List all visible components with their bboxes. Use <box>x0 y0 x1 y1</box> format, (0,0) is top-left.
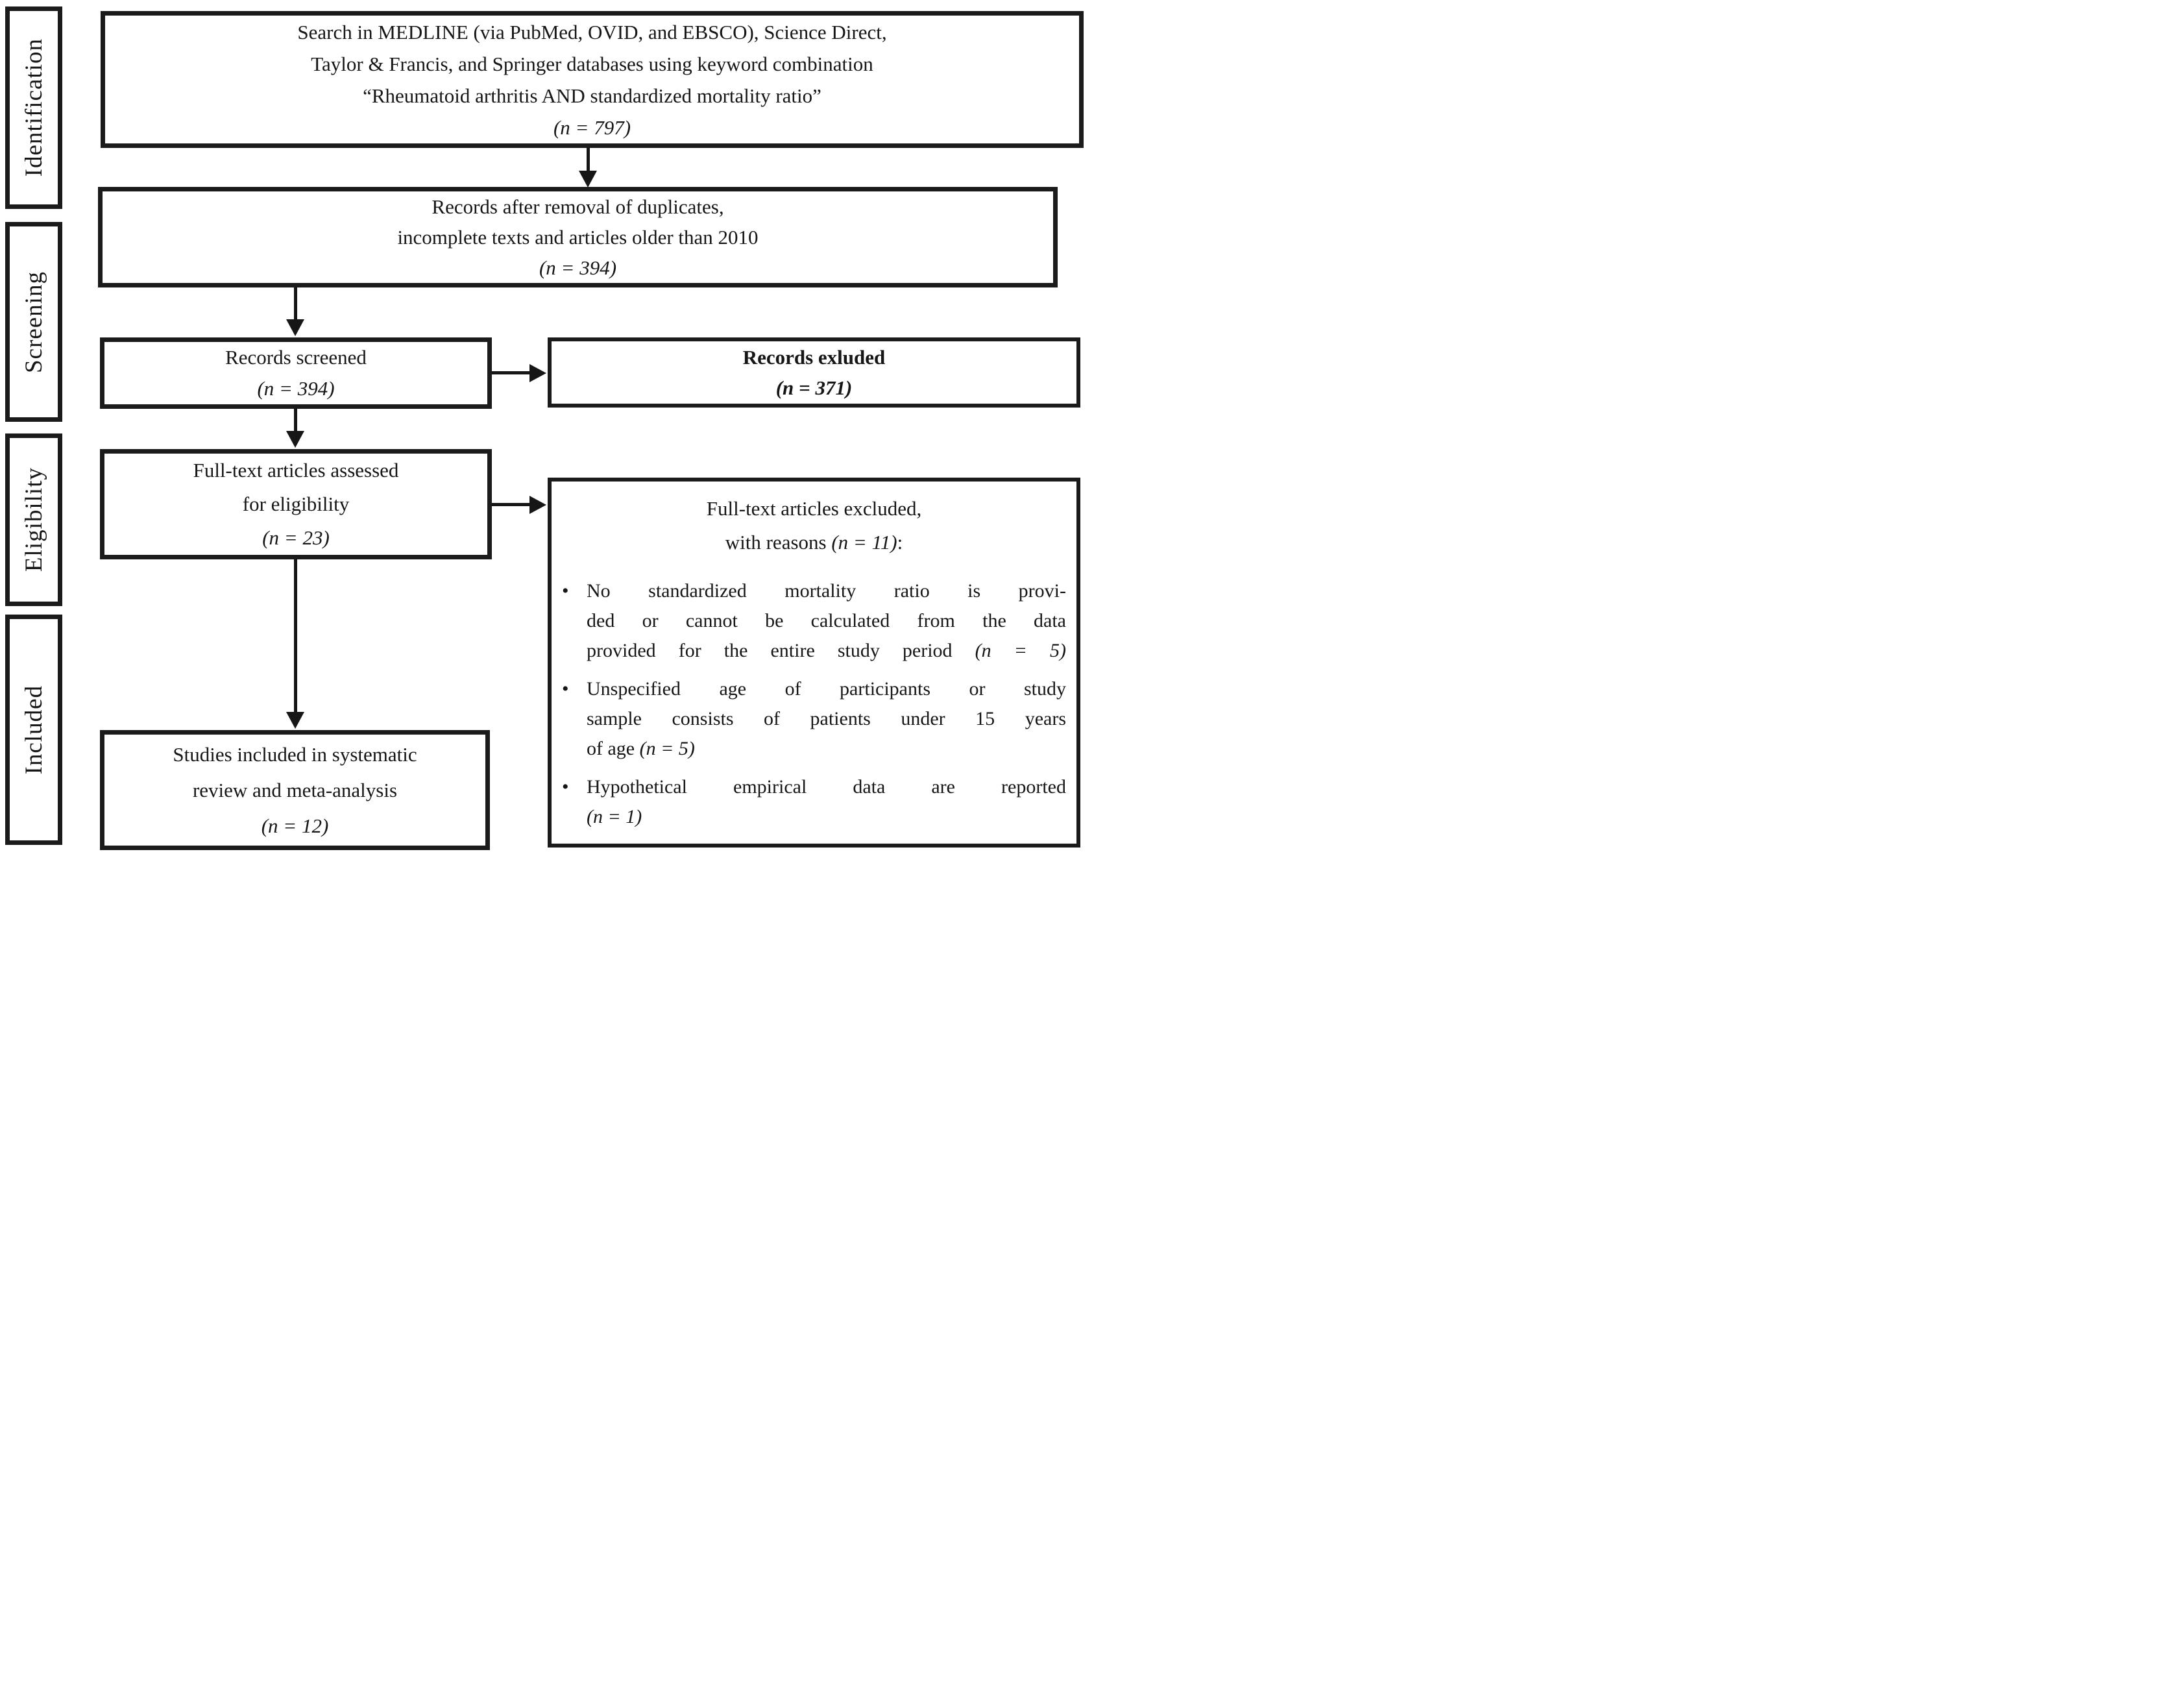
arrow-fulltext-to-included-head <box>286 712 304 729</box>
exclusion-reason-item <box>562 772 1066 832</box>
stage-eligibility-label: Eligibility <box>20 467 47 572</box>
box-fulltext-excluded <box>548 478 1080 848</box>
bullet-icon: • <box>562 776 569 798</box>
stage-screening-label: Screening <box>20 271 47 373</box>
arrow-fulltext-to-included-line <box>294 559 297 714</box>
arrow-screened-to-fulltext-line <box>294 409 297 433</box>
stage-identification <box>5 6 62 209</box>
box-records-after-duplicate-removal: Records after removal of duplicates, incomplete texts and articles older than 2010 (n = 394) <box>98 187 1058 287</box>
stage-identification-label: Identification <box>20 38 47 177</box>
arrow-dedup-to-screened-line <box>294 287 297 321</box>
box-database-search: Search in MEDLINE (via PubMed, OVID, and EBSCO), Science Direct, Taylor & Francis, and Springer databases using keyword combination “Rheumatoid arthritis AND standardized mortality ratio” (n = 797) <box>101 11 1084 148</box>
fulltext-excluded-header: Full-text articles excluded, with reasons (n = 11): <box>706 497 922 554</box>
exclusion-reason-text: No standardized mortality ratio is provi- ded or cannot be calculated from the data provided for the entire study period (n = 5) <box>587 580 1066 661</box>
stage-included-label: Included <box>20 685 47 775</box>
arrow-search-to-dedup-head <box>579 171 597 188</box>
arrow-screened-to-fulltext-head <box>286 431 304 448</box>
exclusion-reason-item <box>562 576 1066 666</box>
stage-eligibility <box>5 433 62 606</box>
exclusion-reason-text: Hypothetical empirical data are reported (n = 1) <box>587 776 1066 827</box>
arrow-search-to-dedup-line <box>587 147 590 173</box>
arrow-dedup-to-screened-head <box>286 319 304 336</box>
box-fulltext-assessed: Full-text articles assessed for eligibility (n = 23) <box>100 449 492 559</box>
arrow-fulltext-to-excluded-head <box>529 496 546 514</box>
stage-included <box>5 615 62 845</box>
exclusion-reason-item <box>562 674 1066 764</box>
bullet-icon: • <box>562 678 569 700</box>
exclusion-reason-list <box>562 576 1066 832</box>
prisma-flow-diagram <box>0 0 1088 854</box>
box-records-excluded: Records exluded (n = 371) <box>548 337 1080 408</box>
box-records-screened: Records screened (n = 394) <box>100 337 492 409</box>
box-studies-included: Studies included in systematic review and meta-analysis (n = 12) <box>100 730 490 850</box>
bullet-icon: • <box>562 580 569 602</box>
arrow-screened-to-excluded-head <box>529 364 546 382</box>
stage-screening <box>5 222 62 422</box>
exclusion-reason-text: Unspecified age of participants or study sample consists of patients under 15 years of age (n = 5) <box>587 678 1066 759</box>
arrow-fulltext-to-excluded-line <box>492 503 531 506</box>
arrow-screened-to-excluded-line <box>492 371 531 374</box>
